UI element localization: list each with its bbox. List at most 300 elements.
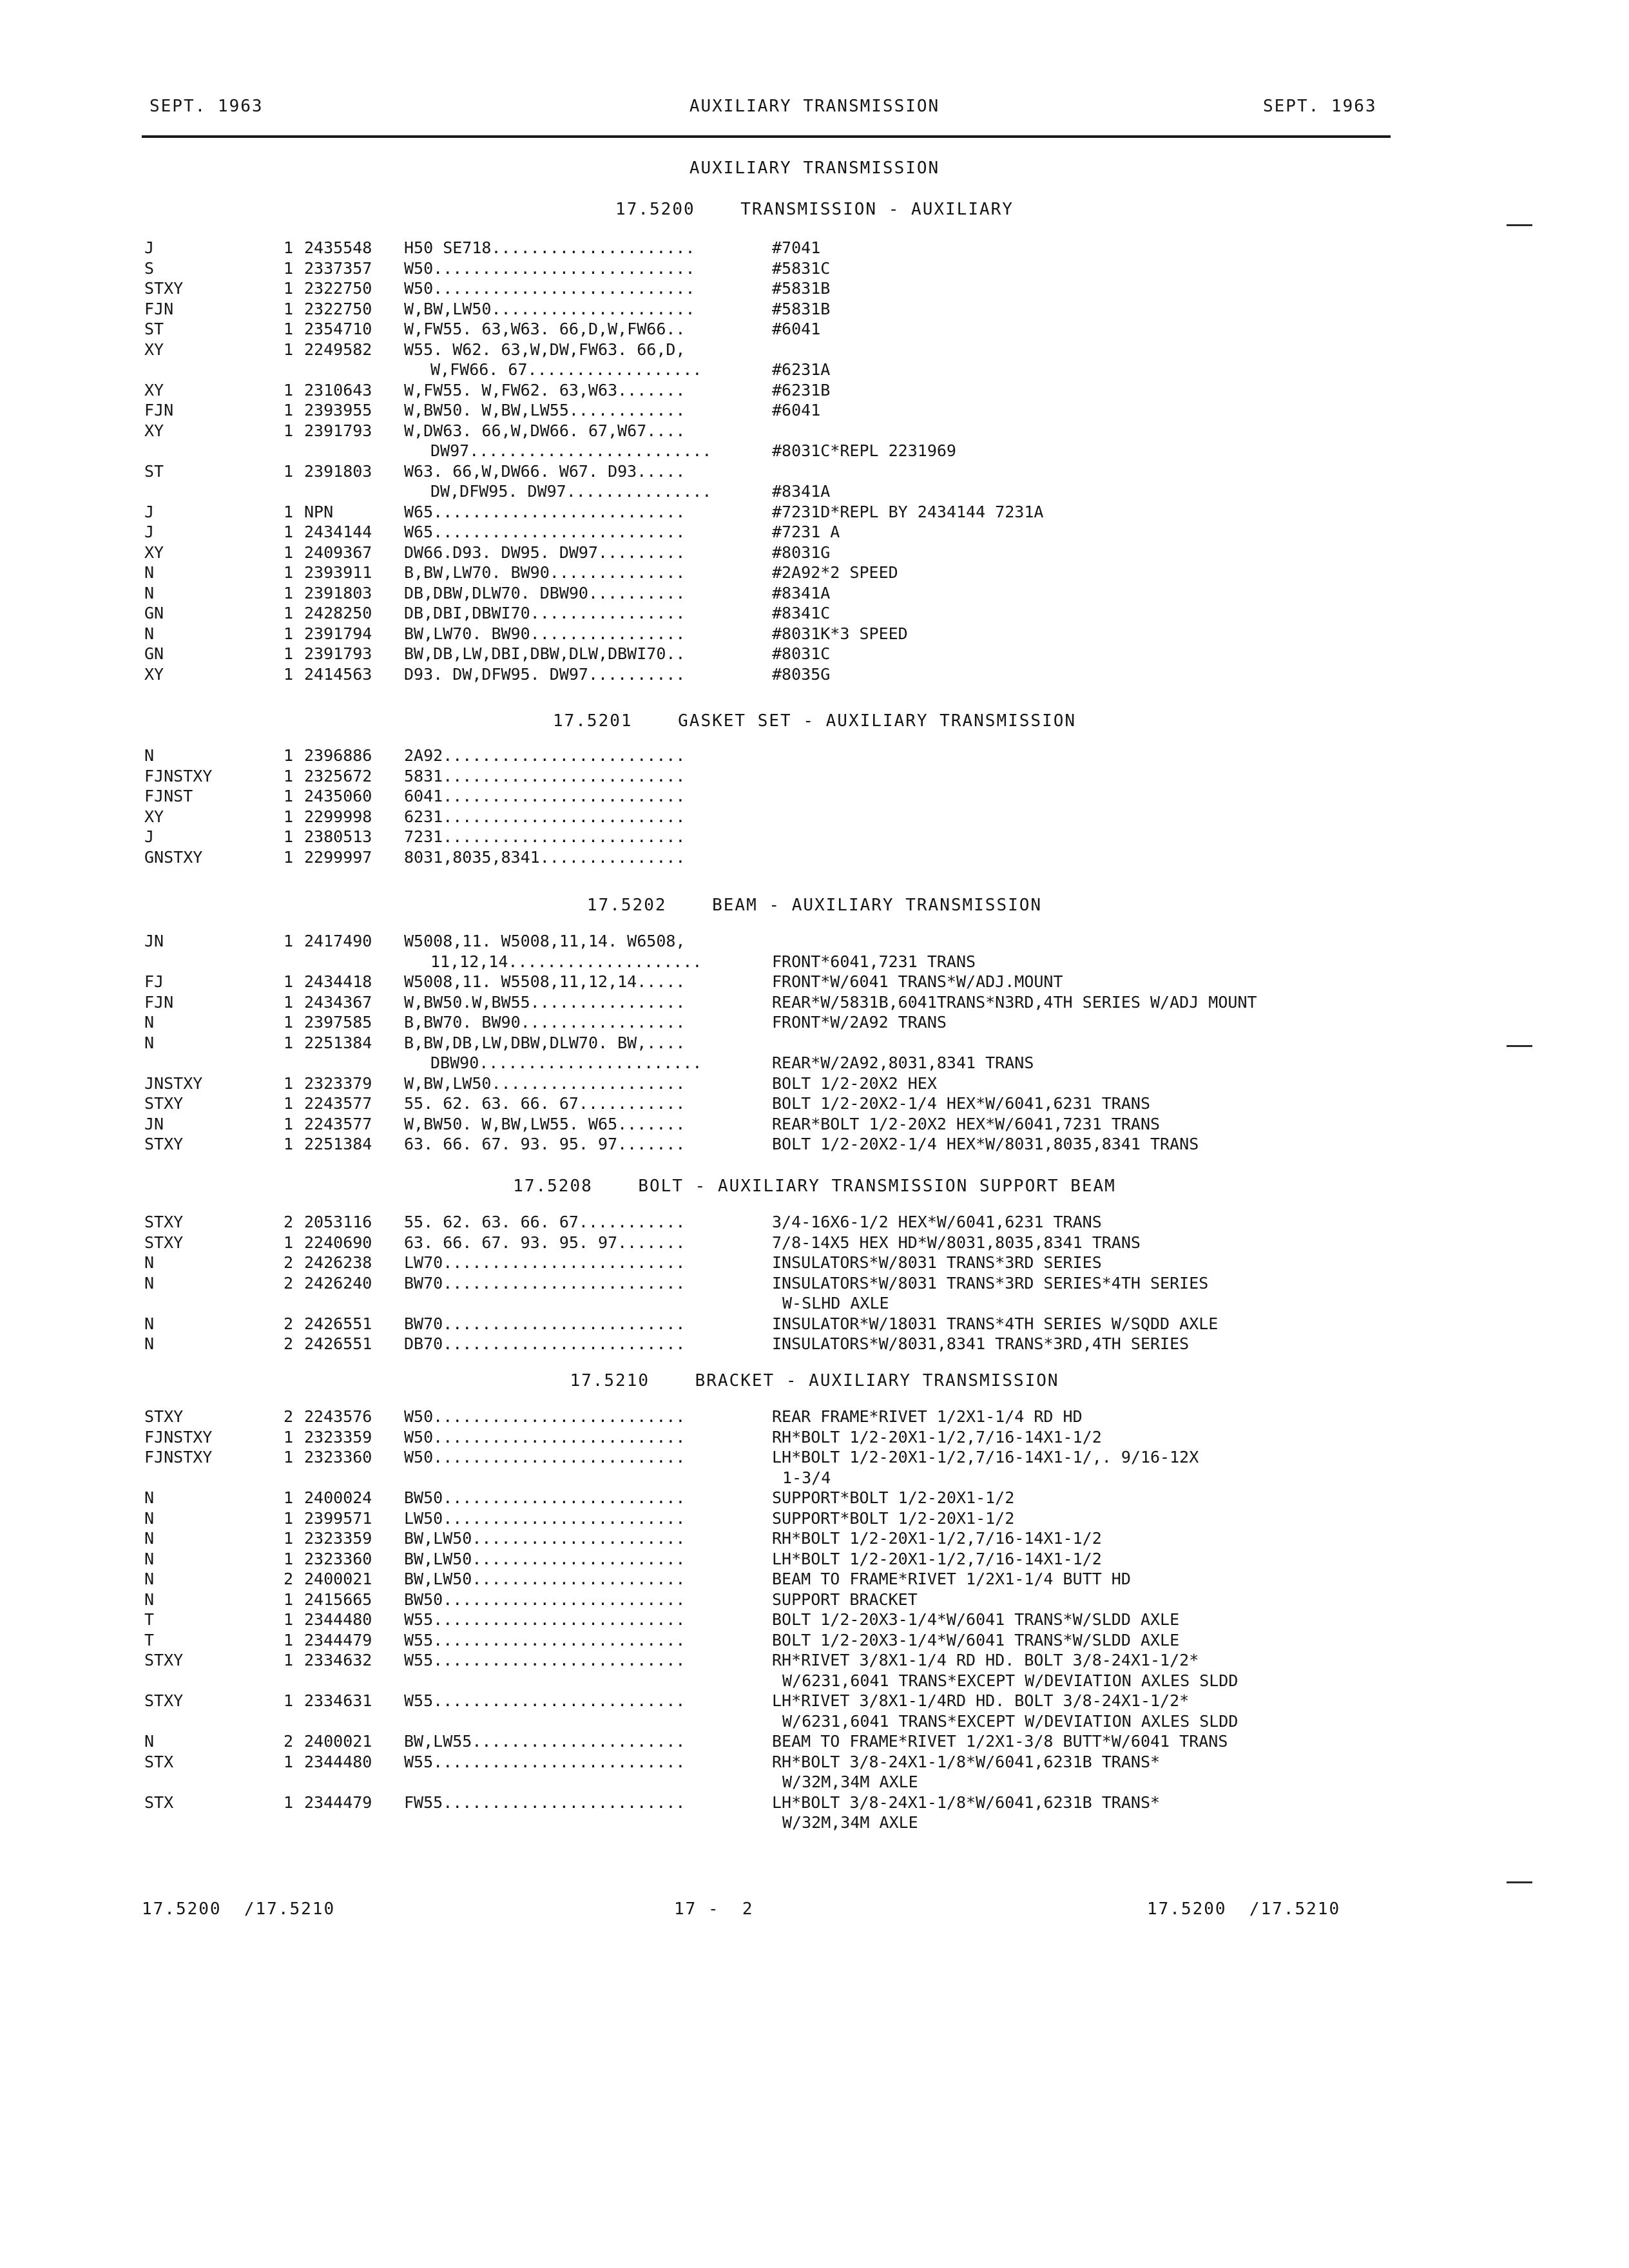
part-remark: BEAM TO FRAME*RIVET 1/2X1-1/4 BUTT HD bbox=[772, 1570, 1131, 1588]
part-remark: 7/8-14X5 HEX HD*W/8031,8035,8341 TRANS bbox=[772, 1233, 1141, 1252]
quantity: 1 bbox=[284, 543, 294, 562]
part-remark: SUPPORT*BOLT 1/2-20X1-1/2 bbox=[772, 1509, 1015, 1528]
model-code: GNSTXY bbox=[144, 848, 203, 867]
part-number: 2393911 bbox=[304, 563, 372, 582]
section-title: BEAM - AUXILIARY TRANSMISSION bbox=[712, 896, 1043, 915]
part-number: 2323360 bbox=[304, 1550, 372, 1568]
part-number: 2310643 bbox=[304, 381, 372, 399]
section-heading bbox=[0, 200, 1629, 219]
description-continuation: 11,12,14.................... bbox=[430, 952, 702, 971]
description-continuation: DBW90....................... bbox=[430, 1053, 702, 1072]
application-description: DB70......................... bbox=[404, 1334, 686, 1353]
application-description: FW55......................... bbox=[404, 1793, 686, 1812]
model-code: N bbox=[144, 1334, 155, 1353]
model-code: J bbox=[144, 827, 155, 846]
application-description: 55. 62. 63. 66. 67........... bbox=[404, 1213, 686, 1231]
part-remark: BOLT 1/2-20X2 HEX bbox=[772, 1074, 937, 1093]
quantity: 1 bbox=[284, 259, 294, 278]
part-number: 2435060 bbox=[304, 787, 372, 805]
quantity: 1 bbox=[284, 1448, 294, 1466]
application-description: BW50......................... bbox=[404, 1488, 686, 1507]
part-remark: RH*BOLT 1/2-20X1-1/2,7/16-14X1-1/2 bbox=[772, 1529, 1102, 1548]
part-number: 2299997 bbox=[304, 848, 372, 867]
application-description: D93. DW,DFW95. DW97.......... bbox=[404, 665, 686, 684]
model-code: STX bbox=[144, 1793, 174, 1812]
part-number: 2426240 bbox=[304, 1274, 372, 1293]
part-number: 2240690 bbox=[304, 1233, 372, 1252]
model-code: JNSTXY bbox=[144, 1074, 203, 1093]
quantity: 1 bbox=[284, 767, 294, 785]
application-description: 2A92......................... bbox=[404, 746, 686, 765]
application-description: W,BW50.W,BW55................ bbox=[404, 993, 686, 1012]
part-remark: LH*BOLT 3/8-24X1-1/8*W/6041,6231B TRANS* bbox=[772, 1793, 1161, 1812]
quantity: 1 bbox=[284, 320, 294, 338]
part-number: 2415665 bbox=[304, 1590, 372, 1609]
part-remark: RH*BOLT 1/2-20X1-1/2,7/16-14X1-1/2 bbox=[772, 1428, 1102, 1446]
part-remark: REAR*W/5831B,6041TRANS*N3RD,4TH SERIES W/ADJ MOUNT bbox=[772, 993, 1257, 1012]
part-remark: FRONT*W/2A92 TRANS bbox=[772, 1013, 947, 1032]
application-description: W,DW63. 66,W,DW66. 67,W67.... bbox=[404, 421, 686, 440]
part-remark: #7041 bbox=[772, 238, 821, 257]
part-remark: INSULATORS*W/8031,8341 TRANS*3RD,4TH SERIES bbox=[772, 1334, 1190, 1353]
model-code: STXY bbox=[144, 1407, 184, 1426]
model-code: N bbox=[144, 624, 155, 643]
part-remark: INSULATORS*W/8031 TRANS*3RD SERIES*4TH SERIES bbox=[772, 1274, 1209, 1293]
part-number: 2396886 bbox=[304, 746, 372, 765]
part-number: 2243576 bbox=[304, 1407, 372, 1426]
part-number: 2391793 bbox=[304, 644, 372, 663]
application-description: W5008,11. W5508,11,12,14..... bbox=[404, 972, 686, 991]
part-number: 2426551 bbox=[304, 1334, 372, 1353]
quantity: 1 bbox=[284, 665, 294, 684]
part-number: 2434418 bbox=[304, 972, 372, 991]
margin-mark bbox=[1507, 224, 1532, 226]
part-remark: #6041 bbox=[772, 320, 821, 338]
part-number: 2325672 bbox=[304, 767, 372, 785]
header-left-date: SEPT. 1963 bbox=[149, 97, 264, 116]
model-code: XY bbox=[144, 665, 164, 684]
application-description: W55.......................... bbox=[404, 1691, 686, 1710]
model-code: N bbox=[144, 1314, 155, 1333]
part-remark: #8031G bbox=[772, 543, 831, 562]
model-code: N bbox=[144, 1570, 155, 1588]
model-code: STXY bbox=[144, 1094, 184, 1113]
part-remark: #5831C bbox=[772, 259, 831, 278]
part-remark: LH*BOLT 1/2-20X1-1/2,7/16-14X1-1/2 bbox=[772, 1550, 1102, 1568]
application-description: W,BW,LW50..................... bbox=[404, 300, 695, 318]
section-title: TRANSMISSION - AUXILIARY bbox=[740, 200, 1014, 219]
model-code: J bbox=[144, 523, 155, 541]
part-number: 2400021 bbox=[304, 1732, 372, 1751]
part-number: 2397585 bbox=[304, 1013, 372, 1032]
quantity: 1 bbox=[284, 1488, 294, 1507]
quantity: 1 bbox=[284, 972, 294, 991]
part-number: 2337357 bbox=[304, 259, 372, 278]
application-description: W,BW50. W,BW,LW55. W65....... bbox=[404, 1115, 686, 1133]
part-remark: 3/4-16X6-1/2 HEX*W/6041,6231 TRANS bbox=[772, 1213, 1102, 1231]
model-code: STXY bbox=[144, 1233, 184, 1252]
quantity: 1 bbox=[284, 1135, 294, 1153]
quantity: 2 bbox=[284, 1253, 294, 1272]
model-code: FJNSTXY bbox=[144, 1448, 213, 1466]
model-code: N bbox=[144, 1590, 155, 1609]
part-remark: #6231A bbox=[772, 360, 831, 379]
part-number: 2251384 bbox=[304, 1033, 372, 1052]
application-description: 55. 62. 63. 66. 67........... bbox=[404, 1094, 686, 1113]
part-remark: #7231D*REPL BY 2434144 7231A bbox=[772, 503, 1044, 521]
application-description: LW70......................... bbox=[404, 1253, 686, 1272]
part-remark: BOLT 1/2-20X2-1/4 HEX*W/6041,6231 TRANS bbox=[772, 1094, 1150, 1113]
part-remark: FRONT*6041,7231 TRANS bbox=[772, 952, 976, 971]
application-description: BW,LW70. BW90................ bbox=[404, 624, 686, 643]
part-number: 2426238 bbox=[304, 1253, 372, 1272]
model-code: FJ bbox=[144, 972, 164, 991]
application-description: W,BW50. W,BW,LW55............ bbox=[404, 401, 686, 419]
model-code: J bbox=[144, 503, 155, 521]
header-center-title: AUXILIARY TRANSMISSION bbox=[689, 97, 940, 116]
part-remark: BOLT 1/2-20X3-1/4*W/6041 TRANS*W/SLDD AXLE bbox=[772, 1631, 1180, 1649]
application-description: W50........................... bbox=[404, 279, 695, 298]
model-code: N bbox=[144, 584, 155, 602]
quantity: 1 bbox=[284, 421, 294, 440]
part-number: NPN bbox=[304, 503, 334, 521]
quantity: 1 bbox=[284, 787, 294, 805]
quantity: 1 bbox=[284, 401, 294, 419]
quantity: 2 bbox=[284, 1314, 294, 1333]
part-number: 2243577 bbox=[304, 1115, 372, 1133]
section-heading bbox=[0, 1177, 1629, 1196]
application-description: W50.......................... bbox=[404, 1428, 686, 1446]
quantity: 1 bbox=[284, 624, 294, 643]
application-description: BW50......................... bbox=[404, 1590, 686, 1609]
part-remark: INSULATORS*W/8031 TRANS*3RD SERIES bbox=[772, 1253, 1102, 1272]
application-description: W63. 66,W,DW66. W67. D93..... bbox=[404, 462, 686, 481]
section-number: 17.5200 bbox=[615, 200, 695, 219]
section-number: 17.5210 bbox=[570, 1371, 650, 1390]
section-heading bbox=[0, 711, 1629, 731]
quantity: 1 bbox=[284, 1651, 294, 1669]
part-number: 2299998 bbox=[304, 807, 372, 826]
part-number: 2399571 bbox=[304, 1509, 372, 1528]
remark-continuation: W/32M,34M AXLE bbox=[782, 1773, 918, 1791]
application-description: BW70......................... bbox=[404, 1274, 686, 1293]
part-remark: #5831B bbox=[772, 300, 831, 318]
part-number: 2053116 bbox=[304, 1213, 372, 1231]
quantity: 2 bbox=[284, 1334, 294, 1353]
quantity: 1 bbox=[284, 993, 294, 1012]
part-number: 2380513 bbox=[304, 827, 372, 846]
quantity: 2 bbox=[284, 1732, 294, 1751]
application-description: 6231......................... bbox=[404, 807, 686, 826]
application-description: BW,LW50...................... bbox=[404, 1550, 686, 1568]
model-code: N bbox=[144, 1732, 155, 1751]
part-number: 2391794 bbox=[304, 624, 372, 643]
section-spacer bbox=[650, 1371, 695, 1390]
part-remark: #5831B bbox=[772, 279, 831, 298]
application-description: W55.......................... bbox=[404, 1651, 686, 1669]
part-number: 2243577 bbox=[304, 1094, 372, 1113]
model-code: N bbox=[144, 1488, 155, 1507]
part-remark: #8031C bbox=[772, 644, 831, 663]
quantity: 1 bbox=[284, 1428, 294, 1446]
section-spacer bbox=[633, 711, 679, 731]
part-remark: LH*BOLT 1/2-20X1-1/2,7/16-14X1-1/,. 9/16-12X bbox=[772, 1448, 1199, 1466]
part-number: 2344479 bbox=[304, 1631, 372, 1649]
model-code: GN bbox=[144, 644, 164, 663]
application-description: W5008,11. W5008,11,14. W6508, bbox=[404, 932, 686, 950]
part-number: 2323359 bbox=[304, 1529, 372, 1548]
remark-continuation: W-SLHD AXLE bbox=[782, 1294, 889, 1312]
model-code: FJNSTXY bbox=[144, 767, 213, 785]
application-description: W50........................... bbox=[404, 259, 695, 278]
part-number: 2323359 bbox=[304, 1428, 372, 1446]
part-remark: LH*RIVET 3/8X1-1/4RD HD. BOLT 3/8-24X1-1/2* bbox=[772, 1691, 1190, 1710]
model-code: N bbox=[144, 1033, 155, 1052]
application-description: 63. 66. 67. 93. 95. 97....... bbox=[404, 1135, 686, 1153]
application-description: 6041......................... bbox=[404, 787, 686, 805]
quantity: 1 bbox=[284, 1509, 294, 1528]
quantity: 1 bbox=[284, 503, 294, 521]
part-remark: #8035G bbox=[772, 665, 831, 684]
part-remark: REAR FRAME*RIVET 1/2X1-1/4 RD HD bbox=[772, 1407, 1083, 1426]
part-number: 2417490 bbox=[304, 932, 372, 950]
header-rule bbox=[142, 135, 1391, 138]
model-code: N bbox=[144, 1529, 155, 1548]
application-description: DB,DBI,DBWI70................ bbox=[404, 604, 686, 622]
footer-left-range: 17.5200 /17.5210 bbox=[142, 1899, 336, 1919]
part-number: 2344480 bbox=[304, 1610, 372, 1629]
part-number: 2400024 bbox=[304, 1488, 372, 1507]
quantity: 1 bbox=[284, 1691, 294, 1710]
section-heading bbox=[0, 896, 1629, 915]
margin-mark bbox=[1507, 1881, 1532, 1883]
quantity: 1 bbox=[284, 1033, 294, 1052]
quantity: 1 bbox=[284, 300, 294, 318]
part-remark: #8341C bbox=[772, 604, 831, 622]
part-remark: FRONT*W/6041 TRANS*W/ADJ.MOUNT bbox=[772, 972, 1063, 991]
part-number: 2334632 bbox=[304, 1651, 372, 1669]
part-number: 2434367 bbox=[304, 993, 372, 1012]
quantity: 1 bbox=[284, 644, 294, 663]
part-remark: BEAM TO FRAME*RIVET 1/2X1-3/8 BUTT*W/6041 TRANS bbox=[772, 1732, 1228, 1751]
part-remark: #8031C*REPL 2231969 bbox=[772, 441, 956, 460]
part-remark: BOLT 1/2-20X3-1/4*W/6041 TRANS*W/SLDD AXLE bbox=[772, 1610, 1180, 1629]
section-title: BOLT - AUXILIARY TRANSMISSION SUPPORT BEAM bbox=[638, 1177, 1116, 1196]
application-description: 8031,8035,8341............... bbox=[404, 848, 686, 867]
application-description: 63. 66. 67. 93. 95. 97....... bbox=[404, 1233, 686, 1252]
part-number: 2322750 bbox=[304, 300, 372, 318]
quantity: 1 bbox=[284, 523, 294, 541]
quantity: 1 bbox=[284, 1610, 294, 1629]
model-code: N bbox=[144, 1274, 155, 1293]
part-number: 2435548 bbox=[304, 238, 372, 257]
application-description: W50.......................... bbox=[404, 1448, 686, 1466]
application-description: DB,DBW,DLW70. DBW90.......... bbox=[404, 584, 686, 602]
part-number: 2409367 bbox=[304, 543, 372, 562]
quantity: 2 bbox=[284, 1570, 294, 1588]
section-spacer bbox=[695, 200, 741, 219]
application-description: BW,DB,LW,DBI,DBW,DLW,DBWI70.. bbox=[404, 644, 686, 663]
quantity: 1 bbox=[284, 1115, 294, 1133]
model-code: XY bbox=[144, 807, 164, 826]
part-number: 2391803 bbox=[304, 584, 372, 602]
model-code: N bbox=[144, 563, 155, 582]
quantity: 1 bbox=[284, 279, 294, 298]
model-code: ST bbox=[144, 320, 164, 338]
part-remark: #6041 bbox=[772, 401, 821, 419]
part-remark: #8341A bbox=[772, 584, 831, 602]
part-number: 2322750 bbox=[304, 279, 372, 298]
quantity: 2 bbox=[284, 1407, 294, 1426]
quantity: 1 bbox=[284, 1013, 294, 1032]
part-remark: RH*BOLT 3/8-24X1-1/8*W/6041,6231B TRANS* bbox=[772, 1753, 1161, 1771]
application-description: W55.......................... bbox=[404, 1610, 686, 1629]
model-code: XY bbox=[144, 340, 164, 359]
quantity: 1 bbox=[284, 1590, 294, 1609]
quantity: 1 bbox=[284, 1631, 294, 1649]
application-description: BW70......................... bbox=[404, 1314, 686, 1333]
section-spacer bbox=[667, 896, 713, 915]
model-code: N bbox=[144, 1253, 155, 1272]
model-code: XY bbox=[144, 543, 164, 562]
section-spacer bbox=[593, 1177, 639, 1196]
model-code: FJNSTXY bbox=[144, 1428, 213, 1446]
application-description: W50.......................... bbox=[404, 1407, 686, 1426]
application-description: W,FW55. 63,W63. 66,D,W,FW66.. bbox=[404, 320, 686, 338]
model-code: N bbox=[144, 1013, 155, 1032]
model-code: STXY bbox=[144, 1135, 184, 1153]
part-number: 2400021 bbox=[304, 1570, 372, 1588]
footer-page-number: 17 - 2 bbox=[674, 1899, 754, 1919]
model-code: JN bbox=[144, 1115, 164, 1133]
section-heading bbox=[0, 1371, 1629, 1390]
part-remark: INSULATOR*W/18031 TRANS*4TH SERIES W/SQDD AXLE bbox=[772, 1314, 1219, 1333]
section-title: GASKET SET - AUXILIARY TRANSMISSION bbox=[678, 711, 1077, 731]
remark-continuation: W/6231,6041 TRANS*EXCEPT W/DEVIATION AXLES SLDD bbox=[782, 1671, 1239, 1690]
application-description: W55.......................... bbox=[404, 1753, 686, 1771]
part-number: 2391793 bbox=[304, 421, 372, 440]
model-code: STX bbox=[144, 1753, 174, 1771]
quantity: 1 bbox=[284, 563, 294, 582]
application-description: B,BW70. BW90................. bbox=[404, 1013, 686, 1032]
section-title: BRACKET - AUXILIARY TRANSMISSION bbox=[695, 1371, 1059, 1390]
remark-continuation: W/6231,6041 TRANS*EXCEPT W/DEVIATION AXLES SLDD bbox=[782, 1712, 1239, 1731]
quantity: 1 bbox=[284, 746, 294, 765]
part-remark: RH*RIVET 3/8X1-1/4 RD HD. BOLT 3/8-24X1-1/2* bbox=[772, 1651, 1199, 1669]
part-number: 2434144 bbox=[304, 523, 372, 541]
quantity: 1 bbox=[284, 848, 294, 867]
part-remark: #7231 A bbox=[772, 523, 840, 541]
model-code: N bbox=[144, 1509, 155, 1528]
application-description: W65.......................... bbox=[404, 523, 686, 541]
application-description: B,BW,LW70. BW90.............. bbox=[404, 563, 686, 582]
remark-continuation: W/32M,34M AXLE bbox=[782, 1813, 918, 1832]
application-description: B,BW,DB,LW,DBW,DLW70. BW,.... bbox=[404, 1033, 686, 1052]
application-description: W55. W62. 63,W,DW,FW63. 66,D, bbox=[404, 340, 686, 359]
footer-right-range: 17.5200 /17.5210 bbox=[1147, 1899, 1341, 1919]
part-remark: REAR*W/2A92,8031,8341 TRANS bbox=[772, 1053, 1034, 1072]
quantity: 1 bbox=[284, 238, 294, 257]
model-code: FJN bbox=[144, 993, 174, 1012]
part-number: 2428250 bbox=[304, 604, 372, 622]
part-remark: #2A92*2 SPEED bbox=[772, 563, 898, 582]
quantity: 2 bbox=[284, 1213, 294, 1231]
part-number: 2323360 bbox=[304, 1448, 372, 1466]
quantity: 1 bbox=[284, 1793, 294, 1812]
model-code: XY bbox=[144, 421, 164, 440]
part-number: 2323379 bbox=[304, 1074, 372, 1093]
application-description: BW,LW55...................... bbox=[404, 1732, 686, 1751]
section-number: 17.5208 bbox=[513, 1177, 593, 1196]
quantity: 1 bbox=[284, 340, 294, 359]
quantity: 1 bbox=[284, 932, 294, 950]
quantity: 1 bbox=[284, 827, 294, 846]
description-continuation: DW,DFW95. DW97............... bbox=[430, 482, 712, 501]
description-continuation: W,FW66. 67.................. bbox=[430, 360, 702, 379]
model-code: FJN bbox=[144, 300, 174, 318]
quantity: 1 bbox=[284, 604, 294, 622]
model-code: STXY bbox=[144, 279, 184, 298]
description-continuation: DW97......................... bbox=[430, 441, 712, 460]
part-remark: BOLT 1/2-20X2-1/4 HEX*W/8031,8035,8341 TRANS bbox=[772, 1135, 1199, 1153]
quantity: 1 bbox=[284, 1753, 294, 1771]
quantity: 2 bbox=[284, 1274, 294, 1293]
application-description: 5831......................... bbox=[404, 767, 686, 785]
model-code: GN bbox=[144, 604, 164, 622]
part-number: 2344479 bbox=[304, 1793, 372, 1812]
quantity: 1 bbox=[284, 1529, 294, 1548]
application-description: 7231......................... bbox=[404, 827, 686, 846]
part-number: 2393955 bbox=[304, 401, 372, 419]
model-code: T bbox=[144, 1631, 155, 1649]
part-number: 2249582 bbox=[304, 340, 372, 359]
application-description: BW,LW50...................... bbox=[404, 1570, 686, 1588]
quantity: 1 bbox=[284, 381, 294, 399]
part-remark: SUPPORT BRACKET bbox=[772, 1590, 918, 1609]
quantity: 1 bbox=[284, 807, 294, 826]
part-number: 2251384 bbox=[304, 1135, 372, 1153]
model-code: N bbox=[144, 746, 155, 765]
model-code: STXY bbox=[144, 1213, 184, 1231]
part-number: 2426551 bbox=[304, 1314, 372, 1333]
part-number: 2414563 bbox=[304, 665, 372, 684]
part-number: 2391803 bbox=[304, 462, 372, 481]
part-number: 2354710 bbox=[304, 320, 372, 338]
section-number: 17.5202 bbox=[586, 896, 667, 915]
header-right-date: SEPT. 1963 bbox=[1263, 97, 1377, 116]
application-description: DW66.D93. DW95. DW97......... bbox=[404, 543, 686, 562]
application-description: W,BW,LW50.................... bbox=[404, 1074, 686, 1093]
model-code: J bbox=[144, 238, 155, 257]
quantity: 1 bbox=[284, 1550, 294, 1568]
application-description: LW50......................... bbox=[404, 1509, 686, 1528]
remark-continuation: 1-3/4 bbox=[782, 1468, 831, 1487]
model-code: STXY bbox=[144, 1691, 184, 1710]
model-code: XY bbox=[144, 381, 164, 399]
section-number: 17.5201 bbox=[552, 711, 633, 731]
model-code: FJN bbox=[144, 401, 174, 419]
part-number: 2344480 bbox=[304, 1753, 372, 1771]
part-remark: SUPPORT*BOLT 1/2-20X1-1/2 bbox=[772, 1488, 1015, 1507]
model-code: S bbox=[144, 259, 155, 278]
quantity: 1 bbox=[284, 1074, 294, 1093]
application-description: W65.......................... bbox=[404, 503, 686, 521]
margin-mark bbox=[1507, 1045, 1532, 1047]
model-code: FJNST bbox=[144, 787, 193, 805]
application-description: W55.......................... bbox=[404, 1631, 686, 1649]
part-remark: REAR*BOLT 1/2-20X2 HEX*W/6041,7231 TRANS bbox=[772, 1115, 1161, 1133]
model-code: T bbox=[144, 1610, 155, 1629]
